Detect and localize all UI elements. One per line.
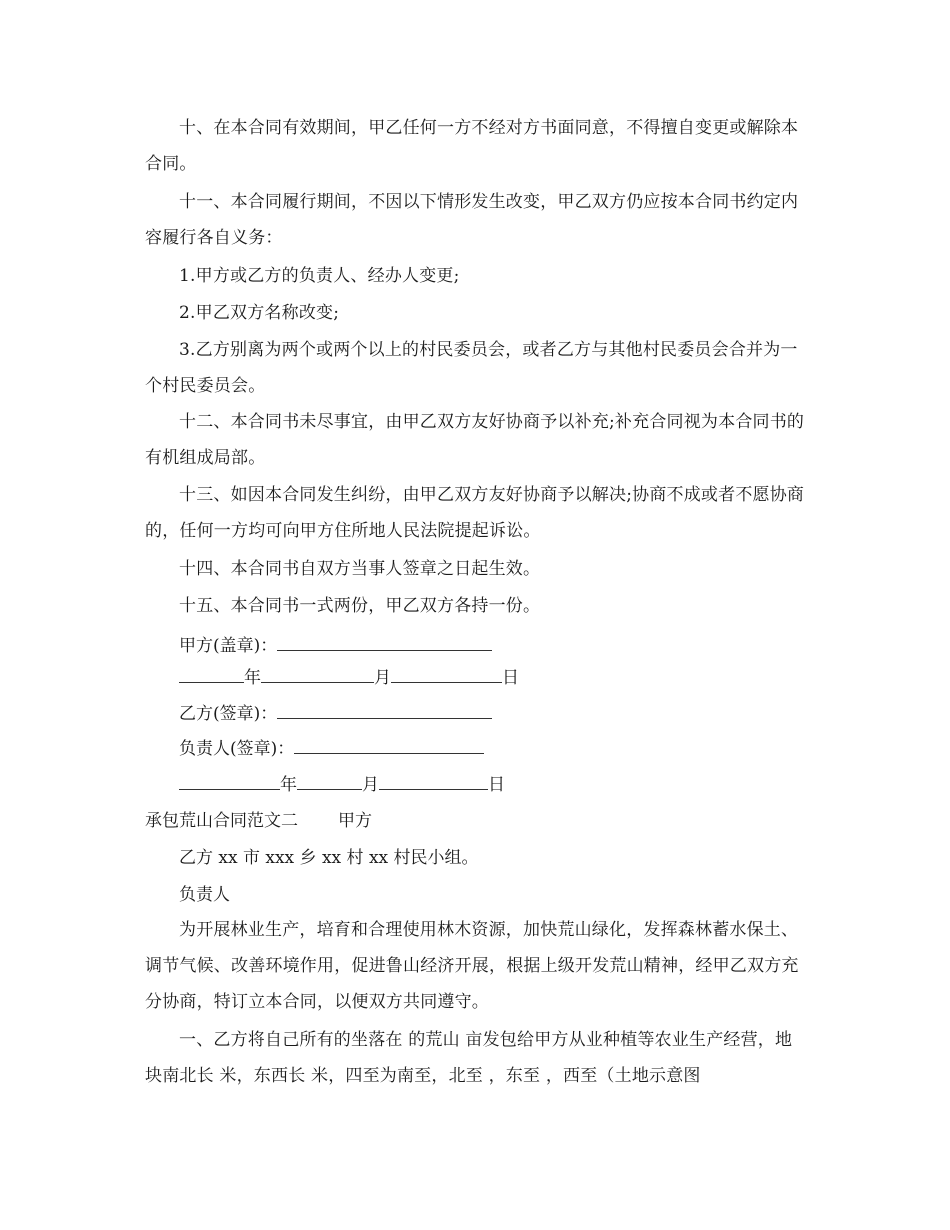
party-a-label: 甲方 <box>338 811 372 831</box>
clause-12: 十二、本合同书未尽事宜，由甲乙双方友好协商予以补充;补充合同视为本合同书的有机组成局部。 <box>145 412 805 468</box>
responsible-sign-line: 负责人(签章)： <box>179 737 484 761</box>
party-b-line: 乙方 xx 市 xxx 乡 xx 村 xx 村民小组。 <box>179 848 479 868</box>
party-b-sign-line: 乙方(签章)： <box>179 702 492 726</box>
clause-11-item-3: 3.乙方别离为两个或两个以上的村民委员会，或者乙方与其他村民委员会合并为一个村民委员会。 <box>145 340 798 396</box>
clause-11-item-1: 1.甲方或乙方的负责人、经办人变更; <box>179 266 460 286</box>
second-contract-heading <box>145 809 372 833</box>
clause-10: 十、在本合同有效期间，甲乙任何一方不经对方书面同意，不得擅自变更或解除本合同。 <box>145 118 799 174</box>
clause-11: 十一、本合同履行期间，不因以下情形发生改变，甲乙双方仍应按本合同书约定内容履行各自义务： <box>145 192 799 248</box>
party-a-seal-line: 甲方(盖章)： <box>179 634 492 658</box>
intro-paragraph: 为开展林业生产，培育和合理使用林木资源，加快荒山绿化，发挥森林蓄水保土、调节气候、改善环境作用，促进鲁山经济开展，根据上级开发荒山精神，经甲乙双方充分协商，特订立本合同，以便双方共同遵守。 <box>145 920 799 1012</box>
second-contract-title: 承包荒山合同范文二 <box>145 811 298 831</box>
clause-15: 十五、本合同书一式两份，甲乙双方各持一份。 <box>179 596 541 616</box>
date-line-2: 年 月 日 <box>179 773 505 797</box>
second-contract-clause-1: 一、乙方将自己所有的坐落在 的荒山 亩发包给甲方从业种植等农业生产经营，地块南北长 米，东西长 米，四至为南至，北至 ，东至 ，西至（土地示意图 <box>145 1030 793 1086</box>
date-line-1: 年 月 日 <box>179 666 519 690</box>
signature-blank <box>277 634 492 651</box>
clause-13: 十三、如因本合同发生纠纷，由甲乙双方友好协商予以解决;协商不成或者不愿协商的，任何一方均可向甲方住所地人民法院提起诉讼。 <box>145 485 805 541</box>
responsible-line: 负责人 <box>179 885 230 905</box>
clause-11-item-2: 2.甲乙双方名称改变; <box>179 303 340 323</box>
clause-14: 十四、本合同书自双方当事人签章之日起生效。 <box>179 559 541 579</box>
